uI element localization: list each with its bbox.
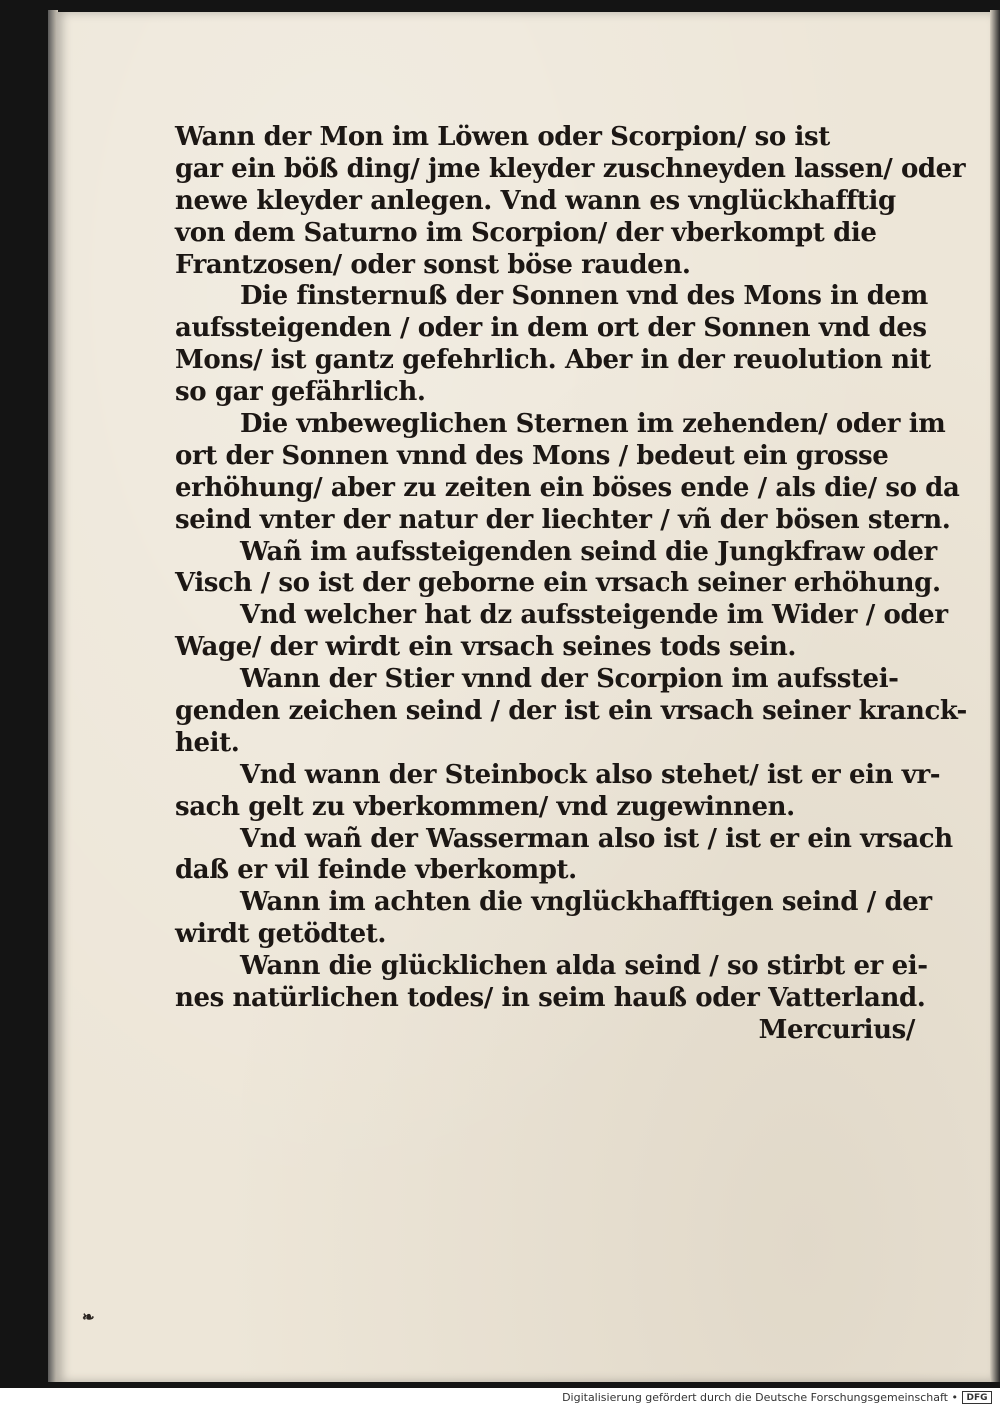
text-line: daß er vil feinde vberkompt. xyxy=(175,855,577,886)
text-line: Wann der Mon im Löwen oder Scorpion/ so ist xyxy=(175,122,830,152)
text-line: Frantzosen/ oder sonst böse rauden. xyxy=(175,249,691,280)
text-line: ort der Sonnen vnnd des Mons / bedeut ein grosse xyxy=(175,440,889,471)
text-line: erhöhung/ aber zu zeiten ein böses ende / als die/ so da xyxy=(175,472,960,503)
funding-notice xyxy=(562,1391,958,1404)
text-line: Visch / so ist der geborne ein vrsach seiner erhöhung. xyxy=(175,568,941,599)
page-right-edge xyxy=(990,10,1000,1382)
text-line: Die finsternuß der Sonnen vnd des Mons in dem xyxy=(240,281,928,312)
text-line: sach gelt zu vberkommen/ vnd zugewinnen. xyxy=(175,791,795,822)
page-text xyxy=(175,122,967,1047)
text-line: Wage/ der wirdt ein vrsach seines tods sein. xyxy=(175,632,796,663)
text-line: heit. xyxy=(175,727,240,758)
text-line: genden zeichen seind / der ist ein vrsach seiner kranck- xyxy=(175,696,967,727)
text-line: aufssteigenden / oder in dem ort der Sonnen vnd des xyxy=(175,313,927,344)
text-line: von dem Saturno im Scorpion/ der vberkompt die xyxy=(175,217,877,248)
text-line: Wann die glücklichen alda seind / so stirbt er ei- xyxy=(240,951,928,982)
text-line: newe kleyder anlegen. Vnd wann es vnglückhafftig xyxy=(175,185,896,216)
catchword: Mercurius/ xyxy=(758,1014,915,1045)
dfg-logo-icon: DFG xyxy=(962,1391,992,1404)
text-line: Wañ im aufssteigenden seind die Jungkfraw oder xyxy=(240,536,937,567)
text-line: seind vnter der natur der liechter / vñ der bösen stern. xyxy=(175,504,951,535)
text-line: Vnd welcher hat dz aufssteigende im Wider / oder xyxy=(240,600,948,631)
text-line: Wann der Stier vnnd der Scorpion im aufsstei- xyxy=(240,664,899,695)
text-line: Vnd wann der Steinbock also stehet/ ist er ein vr- xyxy=(240,759,941,790)
text-line: nes natürlichen todes/ in seim hauß oder Vatterland. xyxy=(175,983,926,1014)
text-line: Vnd wañ der Wasserman also ist / ist er ein vrsach xyxy=(240,823,953,854)
text-line: Wann im achten die vnglückhafftigen seind / der xyxy=(240,887,932,918)
footer-separator: • xyxy=(951,1391,958,1404)
text-line: so gar gefährlich. xyxy=(175,377,426,408)
text-line: gar ein böß ding/ jme kleyder zuschneyden lassen/ oder xyxy=(175,153,966,184)
text-line: wirdt getödtet. xyxy=(175,919,387,950)
funding-text: Digitalisierung gefördert durch die Deutsche Forschungsgemeinschaft xyxy=(562,1391,948,1404)
footer-bar xyxy=(0,1388,1000,1408)
text-line: Mons/ ist gantz gefehrlich. Aber in der reuolution nit xyxy=(175,345,931,376)
text-line: Die vnbeweglichen Sternen im zehenden/ oder im xyxy=(240,409,946,440)
printer-mark: ❧ xyxy=(82,1308,95,1326)
